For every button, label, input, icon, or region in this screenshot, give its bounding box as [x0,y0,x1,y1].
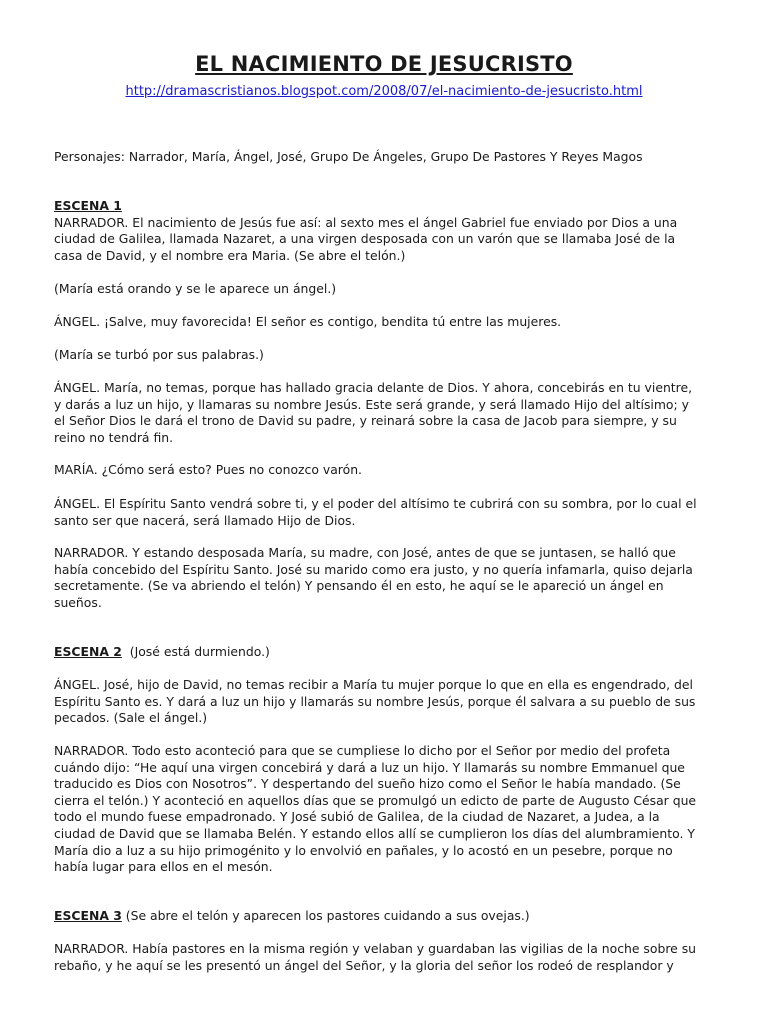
text-line: pecados. (Sale el ángel.) [54,710,208,726]
text-line: ciudad de Galilea, llamada Nazaret, a una virgen desposada con un varón que se llamaba José de la [54,231,676,247]
dialogue-paragraph [54,743,714,876]
dialogue-paragraph [54,677,714,727]
scene-3-heading [54,908,714,925]
stage-direction: (Se abre el telón y aparecen los pastores cuidando a sus ovejas.) [125,908,530,923]
scene-1-block [54,198,714,264]
scene-3-label: ESCENA 3 [54,908,122,923]
stage-direction: (María está orando y se le aparece un ángel.) [54,281,337,296]
text-line: NARRADOR. El nacimiento de Jesús fue así: al sexto mes el ángel Gabriel fue enviado por Dios a una [54,214,678,230]
text-line: cierra el telón.) Y aconteció en aquellos días que se promulgó un edicto de parte de Augusto César que [54,792,697,808]
characters-line: Personajes: Narrador, María, Ángel, José, Grupo De Ángeles, Grupo De Pastores Y Reyes Magos [54,149,643,164]
source-link[interactable]: http://dramascristianos.blogspot.com/2008/07/el-nacimiento-de-jesucristo.html [125,84,643,99]
text-line: ÁNGEL. José, hijo de David, no temas recibir a María tu mujer porque lo que en ella es engendrado, del [54,677,693,692]
dialogue-paragraph: MARÍA. ¿Cómo será esto? Pues no conozco varón. [54,462,362,477]
document-title: EL NACIMIENTO DE JESUCRISTO [195,52,573,76]
text-line: rebaño, y he aquí se les presentó un ángel del Señor, y la gloria del señor los rodeó de resplandor y [54,957,674,973]
text-line: todo el mundo fuese empadronado. Y José subió de Galilea, de la ciudad de Nazaret, a Judea, a la [54,809,660,825]
text-line: cuándo dijo: “He aquí una virgen concebirá y dará a luz un hijo. Y llamarás su nombre Emmanuel que [54,759,685,775]
text-line: traducido es Dios con Nosotros”. Y despertando del sueño hizo como el Señor le había mandado. (Se [54,776,681,792]
text-line: sueños. [54,594,102,610]
text-line: NARRADOR. Y estando desposada María, su madre, con José, antes de que se juntasen, se halló que [54,545,676,560]
text-line: María dio a luz a su hijo primogénito y lo envolvió en pañales, y lo acostó en un pesebre, porque no [54,842,673,858]
text-line: santo ser que nacerá, será llamado Hijo de Dios. [54,512,356,528]
dialogue-paragraph [54,380,714,446]
dialogue-paragraph [54,496,714,529]
text-line: y darás a luz un hijo, y llamaras su nombre Jesús. Este será grande, y será llamado Hijo del altísimo; y [54,396,689,412]
text-line: ciudad de David que se llamaba Belén. Y estando ellos allí se cumplieron los días del alumbramiento. Y [54,825,695,841]
text-line: había concebido del Espíritu Santo. José su marido como era justo, y no quería infamarla, quiso dejarla [54,561,693,577]
dialogue-paragraph: ÁNGEL. ¡Salve, muy favorecida! El señor es contigo, bendita tú entre las mujeres. [54,314,562,329]
scene-2-heading [54,644,714,661]
text-line: había lugar para ellos en el mesón. [54,859,273,875]
scene-2-label: ESCENA 2 [54,644,122,659]
dialogue-paragraph [54,941,714,974]
stage-direction: (María se turbó por sus palabras.) [54,347,264,362]
text-line: ÁNGEL. El Espíritu Santo vendrá sobre ti, y el poder del altísimo te cubrirá con su sombra, por lo cual el [54,496,697,511]
text-line: ÁNGEL. María, no temas, porque has hallado gracia delante de Dios. Y ahora, concebirás en tu vientre, [54,380,693,395]
scene-1-label: ESCENA 1 [54,198,122,213]
dialogue-paragraph [54,545,714,611]
text-line: casa de David, y el nombre era Maria. (Se abre el telón.) [54,247,406,263]
text-line: reino no tendrá fin. [54,429,174,445]
text-line: secretamente. (Se va abriendo el telón) Y pensando él en esto, he aquí se le apareció un ángel en [54,578,664,594]
text-line: Espíritu Santo es. Y dará a luz un hijo y llamarás su nombre Jesús, porque él salvara a su pueblo de sus [54,693,696,709]
text-line: el Señor Dios le dará el trono de David su padre, y reinará sobre la casa de Jacob para siempre, y su [54,413,677,429]
text-line: NARRADOR. Había pastores en la misma región y velaban y guardaban las vigilias de la noche sobre su [54,941,697,956]
stage-direction: (José está durmiendo.) [129,644,270,659]
text-line: NARRADOR. Todo esto aconteció para que se cumpliese lo dicho por el Señor por medio del profeta [54,743,671,758]
